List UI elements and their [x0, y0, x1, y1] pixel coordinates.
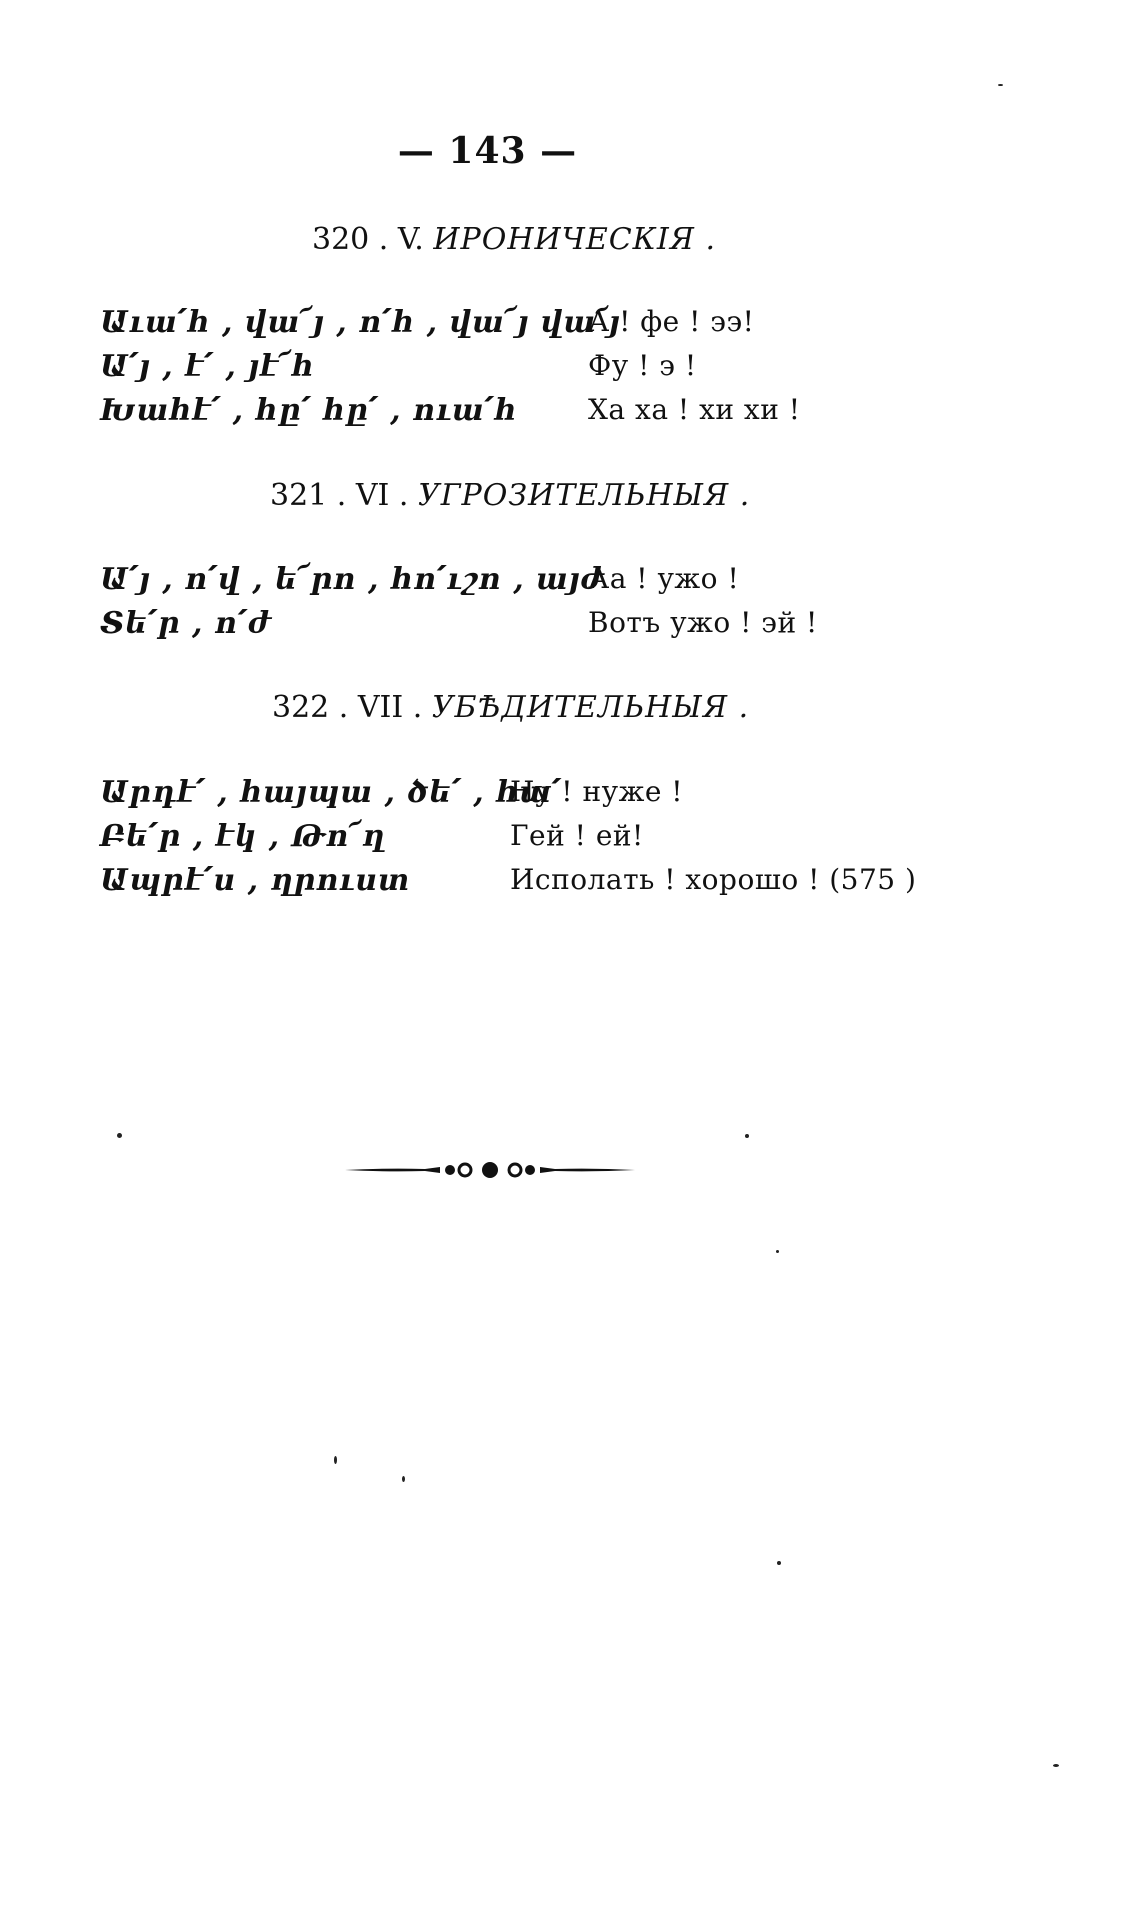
- interjection-row: [0, 393, 1140, 437]
- russian-translation: Исполать ! хорошо ! (575 ): [510, 863, 917, 896]
- interjection-row: [0, 606, 1140, 650]
- armenian-text: Ա՛յ , է՛ , յէ՜հ: [100, 349, 315, 384]
- section-number: 321 . VI .: [270, 478, 409, 513]
- section-heading-321: [270, 478, 1140, 513]
- scan-speck: [776, 1250, 779, 1253]
- section-heading-322: [272, 690, 1140, 725]
- armenian-text: Ապրէ՛ս , ղրուստ: [100, 863, 411, 898]
- armenian-text: Աւա՛հ , վա՜յ , ո՛հ , վա՜յ վա՜յ: [100, 305, 621, 340]
- russian-translation: Фу ! э !: [588, 349, 697, 382]
- russian-translation: Ну ! нуже !: [510, 775, 684, 808]
- armenian-text: Բե՛ր , էկ , Թո՜ղ: [100, 819, 386, 854]
- section-number: 320 . V.: [312, 222, 424, 257]
- section-title: УБѢДИТЕЛЬНЫЯ .: [431, 690, 750, 725]
- section-number: 322 . VII .: [272, 690, 423, 725]
- russian-translation: Ха ха ! хи хи !: [588, 393, 801, 426]
- armenian-text: Արդէ՛ , հայպա , ծե՛ , հա՛: [100, 775, 562, 810]
- russian-translation: А ! фе ! ээ!: [588, 305, 755, 338]
- armenian-text: Խահէ՛ , հը՛ հը՛ , ուա՛հ: [100, 393, 518, 428]
- scan-speck: [402, 1476, 405, 1482]
- scan-speck: [998, 84, 1003, 86]
- interjection-row: [0, 775, 1140, 819]
- section-title: УГРОЗИТЕЛЬНЫЯ .: [418, 478, 751, 513]
- russian-translation: Вотъ ужо ! эй !: [588, 606, 818, 639]
- russian-translation: Аа ! ужо !: [588, 562, 740, 595]
- ornament-rule: [345, 1160, 635, 1180]
- interjection-row: [0, 349, 1140, 393]
- section-title: ИРОНИЧЕСКІЯ .: [433, 222, 717, 257]
- armenian-text: Տե՛ր , ո՛ժ: [100, 606, 272, 641]
- armenian-text: Ա՛յ , ո՛վ , ե՜րո , հո՛ւշո , այժ: [100, 562, 605, 597]
- page-number: — 143 —: [397, 130, 578, 172]
- scan-speck: [745, 1134, 749, 1138]
- russian-translation: Гей ! ей!: [510, 819, 644, 852]
- interjection-row: [0, 562, 1140, 606]
- scan-speck: [1053, 1764, 1059, 1767]
- interjection-row: [0, 819, 1140, 863]
- scan-speck: [334, 1456, 337, 1464]
- section-heading-320: [312, 222, 1140, 257]
- scan-speck: [117, 1133, 122, 1138]
- interjection-row: [0, 305, 1140, 349]
- scan-speck: [777, 1561, 781, 1565]
- interjection-row: [0, 863, 1140, 907]
